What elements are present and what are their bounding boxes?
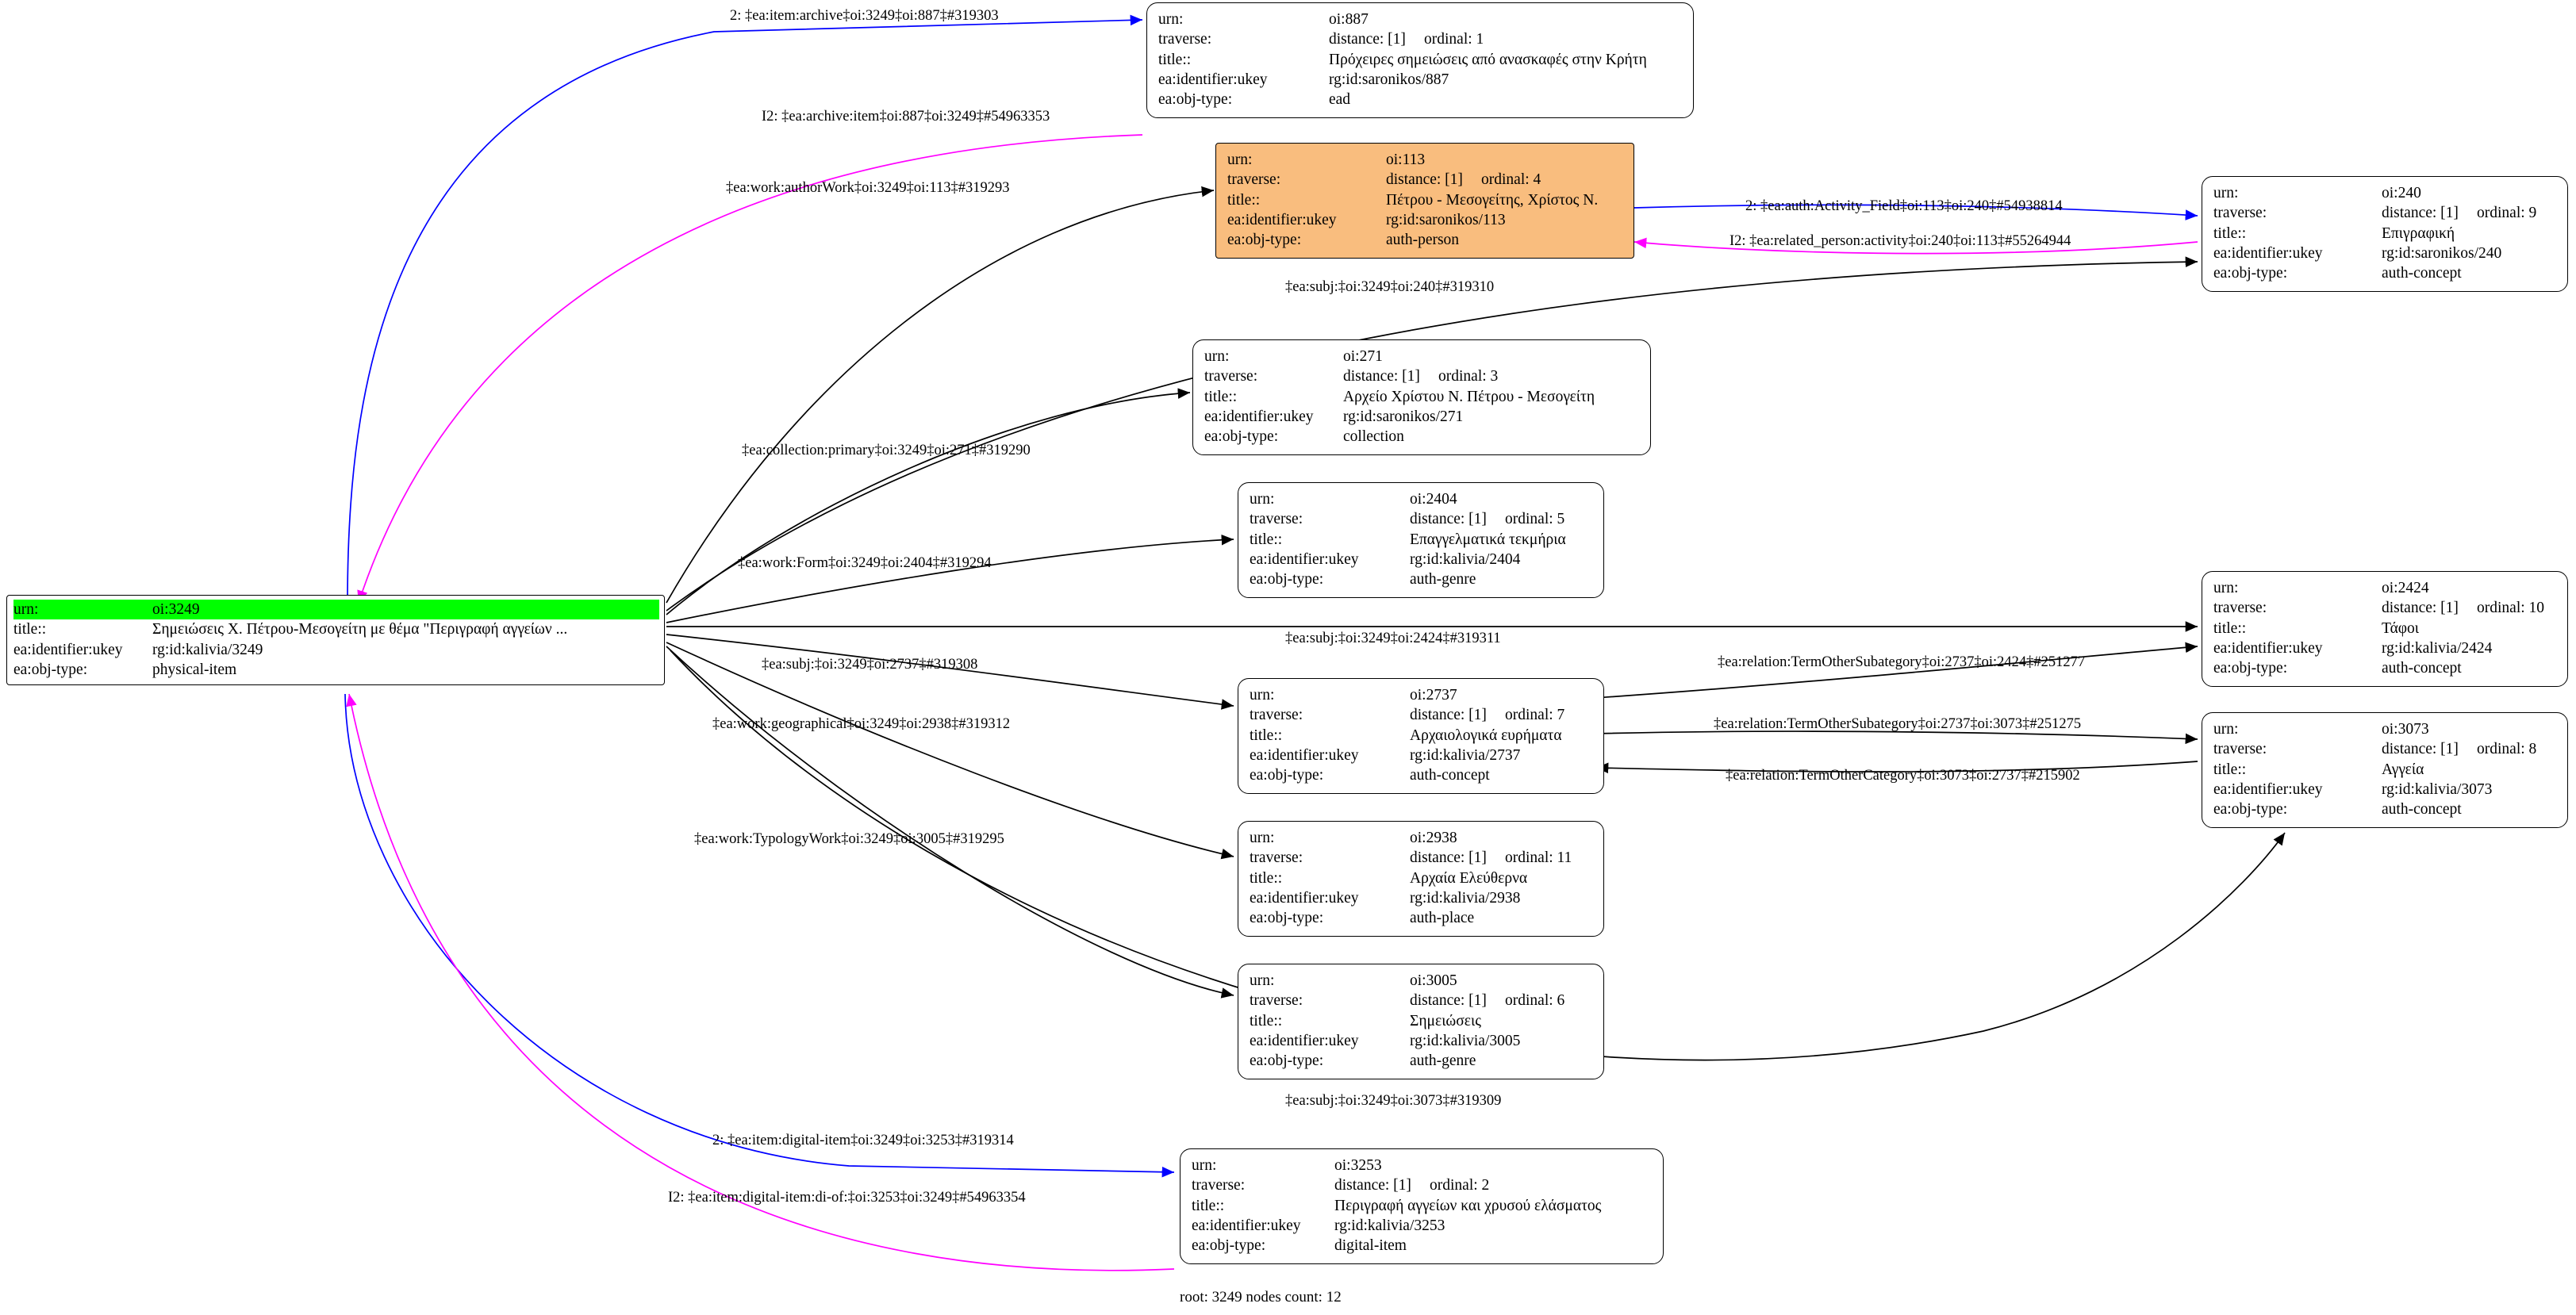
field-value-title: Αρχαιολογικά ευρήματα [1410,727,1562,744]
field-value-objtype: auth-concept [2382,265,2462,282]
node-field-urn [13,600,659,619]
field-value-urn: oi:887 [1329,11,1369,28]
node-2424[interactable] [2202,571,2568,687]
node-field-identifier [1192,1216,1655,1236]
graph-footer: root: 3249 nodes count: 12 [1180,1289,1342,1305]
edge-label-subj-2737: ‡ea:subj:‡oi:3249‡oi:2737‡#319308 [762,657,978,673]
field-value-objtype: auth-concept [2382,660,2462,677]
field-label-objtype: ea:obj-type: [1250,571,1324,588]
field-value-objtype: auth-genre [1410,1052,1476,1070]
field-value-objtype: physical-item [152,661,237,679]
field-value-traverse: distance: [1] [1410,992,1487,1010]
node-field-traverse [1250,991,1595,1010]
node-field-identifier [2213,780,2559,799]
node-3253[interactable] [1180,1148,1664,1264]
node-field-identifier [1250,1031,1595,1051]
field-value-title: Πρόχειρες σημειώσεις από ανασκαφές στην Κρήτη [1329,51,1647,68]
field-value-traverse: distance: [1] [1329,31,1406,48]
field-value-identifier: rg:id:saronikos/240 [2382,245,2502,263]
field-label-identifier: ea:identifier:ukey [1158,71,1268,89]
field-value-identifier: rg:id:kalivia/2424 [2382,640,2493,658]
node-field-identifier [2213,638,2559,658]
edge-label-work-typology: ‡ea:work:TypologyWork‡oi:3249‡oi:3005‡#319295 [694,831,1004,847]
field-value-traverse: distance: [1] [2382,600,2459,617]
field-value-urn: oi:271 [1343,348,1383,365]
field-value-identifier: rg:id:saronikos/887 [1329,71,1449,89]
node-field-objtype [2213,658,2559,678]
field-label-objtype: ea:obj-type: [1158,91,1233,109]
node-field-title [1250,1011,1595,1031]
field-value-ordinal: ordinal: 1 [1424,31,1484,48]
field-value-title: Περιγραφή αγγείων και χρυσού ελάσματος [1334,1197,1602,1214]
node-field-title [1192,1196,1655,1216]
field-label-identifier: ea:identifier:ukey [1250,551,1359,569]
field-label-traverse: traverse: [1250,511,1303,528]
edge-label-relation-other-subcategory-3073: ‡ea:relation:TermOtherSubategory‡oi:2737‡oi:3073‡#251275 [1714,716,2082,732]
field-label-objtype: ea:obj-type: [2213,660,2288,677]
field-value-ordinal: ordinal: 8 [2477,741,2537,758]
node-field-traverse [2213,203,2559,223]
node-field-objtype [1250,765,1595,785]
field-label-traverse: traverse: [2213,741,2267,758]
field-label-title: title:: [1158,51,1192,68]
field-value-urn: oi:3253 [1334,1157,1382,1174]
field-value-urn: oi:3249 [152,600,200,619]
node-field-title [1204,387,1642,407]
edge-label-work-form: ‡ea:work:Form‡oi:3249‡oi:2404‡#319294 [738,555,992,571]
field-label-urn: urn: [1250,491,1275,508]
field-label-identifier: ea:identifier:ukey [2213,245,2323,263]
field-label-title: title:: [1227,191,1261,209]
node-field-objtype [1250,569,1595,589]
field-value-urn: oi:2737 [1410,687,1457,704]
field-value-ordinal: ordinal: 7 [1505,707,1565,724]
field-value-objtype: auth-person [1386,232,1460,249]
field-value-objtype: digital-item [1334,1237,1407,1255]
field-value-identifier: rg:id:kalivia/2404 [1410,551,1521,569]
node-2404[interactable] [1238,482,1604,598]
field-value-traverse: distance: [1] [1343,368,1420,385]
field-label-objtype: ea:obj-type: [2213,265,2288,282]
node-271[interactable] [1192,339,1651,455]
node-field-urn [2213,719,2559,739]
node-field-traverse [1204,366,1642,386]
edge-label-subj-3073: ‡ea:subj:‡oi:3249‡oi:3073‡#319309 [1285,1093,1502,1109]
field-value-ordinal: ordinal: 4 [1481,171,1541,189]
edge-label-item-digital-item: 2: ‡ea:item:digital-item‡oi:3249‡oi:3253‡#319314 [712,1133,1014,1148]
field-value-urn: oi:240 [2382,185,2421,201]
node-887[interactable] [1146,2,1694,118]
field-value-traverse: distance: [1] [1410,707,1487,724]
node-field-traverse [1158,29,1685,49]
edge-label-work-geographical: ‡ea:work:geographical‡oi:3249‡oi:2938‡#319312 [712,716,1011,732]
node-field-traverse [1227,170,1626,190]
field-label-identifier: ea:identifier:ukey [13,641,123,658]
field-label-identifier: ea:identifier:ukey [1192,1217,1301,1235]
field-label-objtype: ea:obj-type: [1204,428,1279,446]
node-field-objtype [1158,90,1685,109]
edge-label-item-archive: 2: ‡ea:item:archive‡oi:3249‡oi:887‡#319303 [730,8,999,24]
field-label-traverse: traverse: [1250,849,1303,867]
node-field-objtype [1250,908,1595,928]
node-field-title [1250,530,1595,550]
node-field-identifier [1250,746,1595,765]
field-value-title: Αγγεία [2382,761,2424,778]
node-field-objtype [1250,1051,1595,1071]
field-value-ordinal: ordinal: 10 [2477,600,2545,617]
field-value-identifier: rg:id:kalivia/2938 [1410,890,1521,907]
node-field-objtype [2213,799,2559,819]
field-value-objtype: auth-concept [1410,767,1490,784]
field-value-title: Σημειώσεις [1410,1012,1481,1029]
node-field-title [2213,619,2559,638]
field-label-traverse: traverse: [1192,1177,1246,1194]
field-label-objtype: ea:obj-type: [1250,910,1324,927]
field-label-urn: urn: [1227,151,1253,168]
field-label-traverse: traverse: [2213,600,2267,617]
field-label-traverse: traverse: [1250,992,1303,1010]
node-113[interactable] [1215,143,1634,259]
node-240[interactable] [2202,176,2568,292]
node-field-urn [1250,685,1595,705]
field-value-identifier: rg:id:kalivia/3249 [152,641,263,658]
node-2737[interactable] [1238,678,1604,794]
edge-label-digital-item-di-of: I2: ‡ea:item:digital-item:di-of:‡oi:3253‡oi:3249‡#54963354 [668,1190,1026,1206]
field-label-title: title:: [2213,761,2247,778]
field-value-title: Τάφοι [2382,619,2420,637]
field-label-title: title:: [1250,869,1283,887]
field-label-identifier: ea:identifier:ukey [1227,212,1337,229]
node-field-traverse [2213,598,2559,618]
field-value-ordinal: ordinal: 11 [1505,849,1572,867]
node-field-traverse [1250,848,1595,868]
node-field-title [1250,726,1595,746]
field-label-urn: urn: [1158,11,1184,28]
node-field-objtype [1192,1236,1655,1256]
node-field-identifier [2213,243,2559,263]
field-value-urn: oi:3073 [2382,721,2429,738]
field-label-urn: urn: [1204,348,1230,365]
field-value-title: Επιγραφική [2382,224,2455,242]
node-field-title [1250,868,1595,888]
node-field-urn [1158,10,1685,29]
node-3249[interactable] [6,595,665,685]
node-field-traverse [1192,1175,1655,1195]
field-value-urn: oi:3005 [1410,972,1457,989]
field-value-title: Επαγγελματικά τεκμήρια [1410,531,1566,548]
node-field-traverse [1250,509,1595,529]
field-value-identifier: rg:id:kalivia/3253 [1334,1217,1445,1235]
field-value-title: Σημειώσεις Χ. Πέτρου-Μεσογείτη με θέμα "Περιγραφή αγγείων ... [152,621,568,638]
field-value-title: Αρχαία Ελεύθερνα [1410,869,1528,887]
field-label-objtype: ea:obj-type: [13,661,88,679]
field-value-title: Πέτρου - Μεσογείτης, Χρίστος Ν. [1386,191,1599,209]
field-label-objtype: ea:obj-type: [1227,232,1302,249]
field-label-title: title:: [1204,388,1238,405]
field-value-urn: oi:2424 [2382,580,2429,596]
edge-label-subj-2424: ‡ea:subj:‡oi:3249‡oi:2424‡#319311 [1285,631,1501,646]
field-label-identifier: ea:identifier:ukey [1250,747,1359,765]
field-label-urn: urn: [1250,687,1275,704]
field-label-traverse: traverse: [1250,707,1303,724]
field-value-traverse: distance: [1] [1386,171,1463,189]
field-value-ordinal: ordinal: 5 [1505,511,1565,528]
node-2938[interactable] [1238,821,1604,937]
node-3073[interactable] [2202,712,2568,828]
field-value-urn: oi:113 [1386,151,1426,168]
field-value-traverse: distance: [1] [1410,511,1487,528]
node-field-identifier [13,640,659,660]
field-label-title: title:: [2213,224,2247,242]
field-label-objtype: ea:obj-type: [1250,767,1324,784]
field-label-urn: urn: [13,600,152,619]
field-label-title: title:: [13,621,47,638]
field-label-traverse: traverse: [1204,368,1258,385]
field-value-urn: oi:2404 [1410,491,1457,508]
node-field-identifier [1158,70,1685,90]
node-field-urn [1227,150,1626,170]
edge-label-relation-term-other-category: ‡ea:relation:TermOtherCategory‡oi:3073‡oi:2737‡#215902 [1726,768,2080,784]
field-label-identifier: ea:identifier:ukey [2213,640,2323,658]
node-field-traverse [2213,739,2559,759]
field-label-identifier: ea:identifier:ukey [1204,408,1314,426]
node-field-urn [1250,489,1595,509]
field-label-title: title:: [1250,531,1283,548]
field-label-traverse: traverse: [1158,31,1212,48]
edge-label-subj-240: ‡ea:subj:‡oi:3249‡oi:240‡#319310 [1285,279,1495,295]
edge-label-collection-primary: ‡ea:collection:primary‡oi:3249‡oi:271‡#319290 [742,443,1031,458]
field-label-urn: urn: [2213,580,2239,596]
field-value-identifier: rg:id:kalivia/3073 [2382,781,2493,799]
field-value-traverse: distance: [1] [2382,205,2459,222]
field-label-title: title:: [2213,619,2247,637]
node-field-title [1227,190,1626,210]
field-label-identifier: ea:identifier:ukey [1250,1033,1359,1050]
field-value-identifier: rg:id:saronikos/271 [1343,408,1464,426]
field-value-objtype: auth-place [1410,910,1475,927]
node-field-urn [1250,828,1595,848]
field-label-urn: urn: [1192,1157,1217,1174]
field-label-identifier: ea:identifier:ukey [1250,890,1359,907]
field-value-traverse: distance: [1] [1410,849,1487,867]
node-field-urn [1204,347,1642,366]
field-label-traverse: traverse: [2213,205,2267,222]
field-label-identifier: ea:identifier:ukey [2213,781,2323,799]
field-label-objtype: ea:obj-type: [1192,1237,1266,1255]
field-label-traverse: traverse: [1227,171,1281,189]
node-field-identifier [1250,550,1595,569]
node-field-identifier [1250,888,1595,908]
node-field-urn [2213,578,2559,598]
field-label-objtype: ea:obj-type: [2213,801,2288,819]
field-label-title: title:: [1250,727,1283,744]
edge-label-archive-item: I2: ‡ea:archive:item‡oi:887‡oi:3249‡#54963353 [762,109,1050,125]
field-value-objtype: auth-genre [1410,571,1476,588]
field-value-ordinal: ordinal: 2 [1430,1177,1490,1194]
edge-label-relation-other-subcategory-2424: ‡ea:relation:TermOtherSubategory‡oi:2737‡oi:2424‡#251277 [1718,654,2086,670]
field-value-title: Αρχείο Χρίστου Ν. Πέτρου - Μεσογείτη [1343,388,1595,405]
field-label-title: title:: [1192,1197,1225,1214]
field-value-ordinal: ordinal: 9 [2477,205,2537,222]
node-3005[interactable] [1238,964,1604,1079]
field-value-urn: oi:2938 [1410,830,1457,846]
edge-label-author-work: ‡ea:work:authorWork‡oi:3249‡oi:113‡#319293 [726,180,1010,196]
field-value-objtype: auth-concept [2382,801,2462,819]
field-value-identifier: rg:id:kalivia/2737 [1410,747,1521,765]
field-value-ordinal: ordinal: 3 [1438,368,1499,385]
field-value-identifier: rg:id:kalivia/3005 [1410,1033,1521,1050]
field-value-ordinal: ordinal: 6 [1505,992,1565,1010]
node-field-objtype [13,660,659,680]
field-label-urn: urn: [2213,721,2239,738]
node-field-objtype [1204,427,1642,447]
edge-label-auth-activity-field: 2: ‡ea:auth:Activity_Field‡oi:113‡oi:240‡#54938814 [1745,198,2063,214]
node-field-title [2213,760,2559,780]
node-field-objtype [1227,230,1626,250]
field-label-objtype: ea:obj-type: [1250,1052,1324,1070]
field-value-identifier: rg:id:saronikos/113 [1386,212,1506,229]
node-field-urn [1192,1156,1655,1175]
field-value-objtype: collection [1343,428,1404,446]
node-field-urn [2213,183,2559,203]
field-label-urn: urn: [1250,972,1275,989]
field-label-title: title:: [1250,1012,1283,1029]
node-field-objtype [2213,263,2559,283]
field-value-traverse: distance: [1] [1334,1177,1411,1194]
node-field-title [13,619,659,639]
node-field-title [1158,50,1685,70]
node-field-identifier [1227,210,1626,230]
field-value-objtype: ead [1329,91,1351,109]
edge-label-related-person-activity: I2: ‡ea:related_person:activity‡oi:240‡oi:113‡#55264944 [1729,233,2071,249]
node-field-identifier [1204,407,1642,427]
field-value-traverse: distance: [1] [2382,741,2459,758]
node-field-urn [1250,971,1595,991]
field-label-urn: urn: [1250,830,1275,846]
field-label-urn: urn: [2213,185,2239,201]
node-field-traverse [1250,705,1595,725]
node-field-title [2213,224,2559,243]
